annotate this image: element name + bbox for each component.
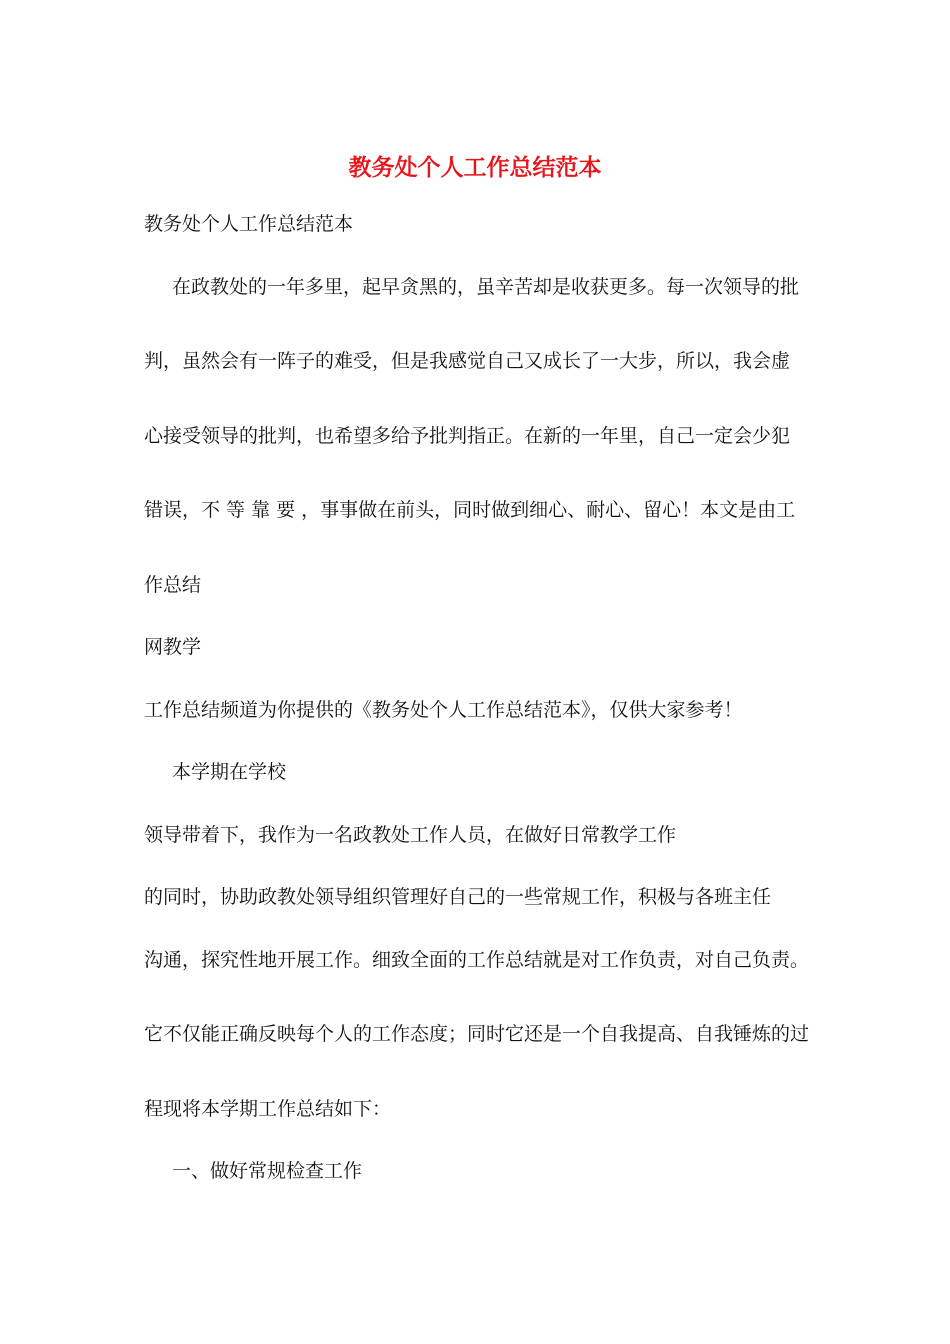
paragraph-line: 心接受领导的批判，也希望多给予批判指正。在新的一年里，自己一定会少犯 xyxy=(144,425,791,447)
subtitle-line: 教务处个人工作总结范本 xyxy=(144,213,354,235)
paragraph-line: 在政教处的一年多里，起早贪黑的，虽辛苦却是收获更多。每一次领导的批 xyxy=(172,276,800,298)
paragraph-line: 沟通，探究性地开展工作。细致全面的工作总结就是对工作负责，对自己负责。 xyxy=(144,949,810,971)
paragraph-line: 错误，不 等 靠 要 ，事事做在前头，同时做到细心、耐心、留心！本文是由工 xyxy=(144,499,796,521)
paragraph-line: 程现将本学期工作总结如下： xyxy=(144,1098,392,1120)
paragraph-line: 它不仅能正确反映每个人的工作态度；同时它还是一个自我提高、自我锤炼的过 xyxy=(144,1023,810,1045)
paragraph-line: 领导带着下，我作为一名政教处工作人员，在做好日常教学工作 xyxy=(144,824,677,846)
paragraph-line: 作总结 xyxy=(144,574,202,596)
paragraph-line: 本学期在学校 xyxy=(172,761,287,783)
paragraph-line: 网教学 xyxy=(144,636,202,658)
paragraph-line: 的同时，协助政教处领导组织管理好自己的一些常规工作，积极与各班主任 xyxy=(144,886,772,908)
paragraph-line: 判，虽然会有一阵子的难受，但是我感觉自己又成长了一大步，所以，我会虚 xyxy=(144,350,791,372)
section-heading: 一、做好常规检查工作 xyxy=(172,1160,363,1182)
paragraph-line: 工作总结频道为你提供的《教务处个人工作总结范本》，仅供大家参考！ xyxy=(144,699,743,721)
document-title: 教务处个人工作总结范本 xyxy=(348,154,602,181)
